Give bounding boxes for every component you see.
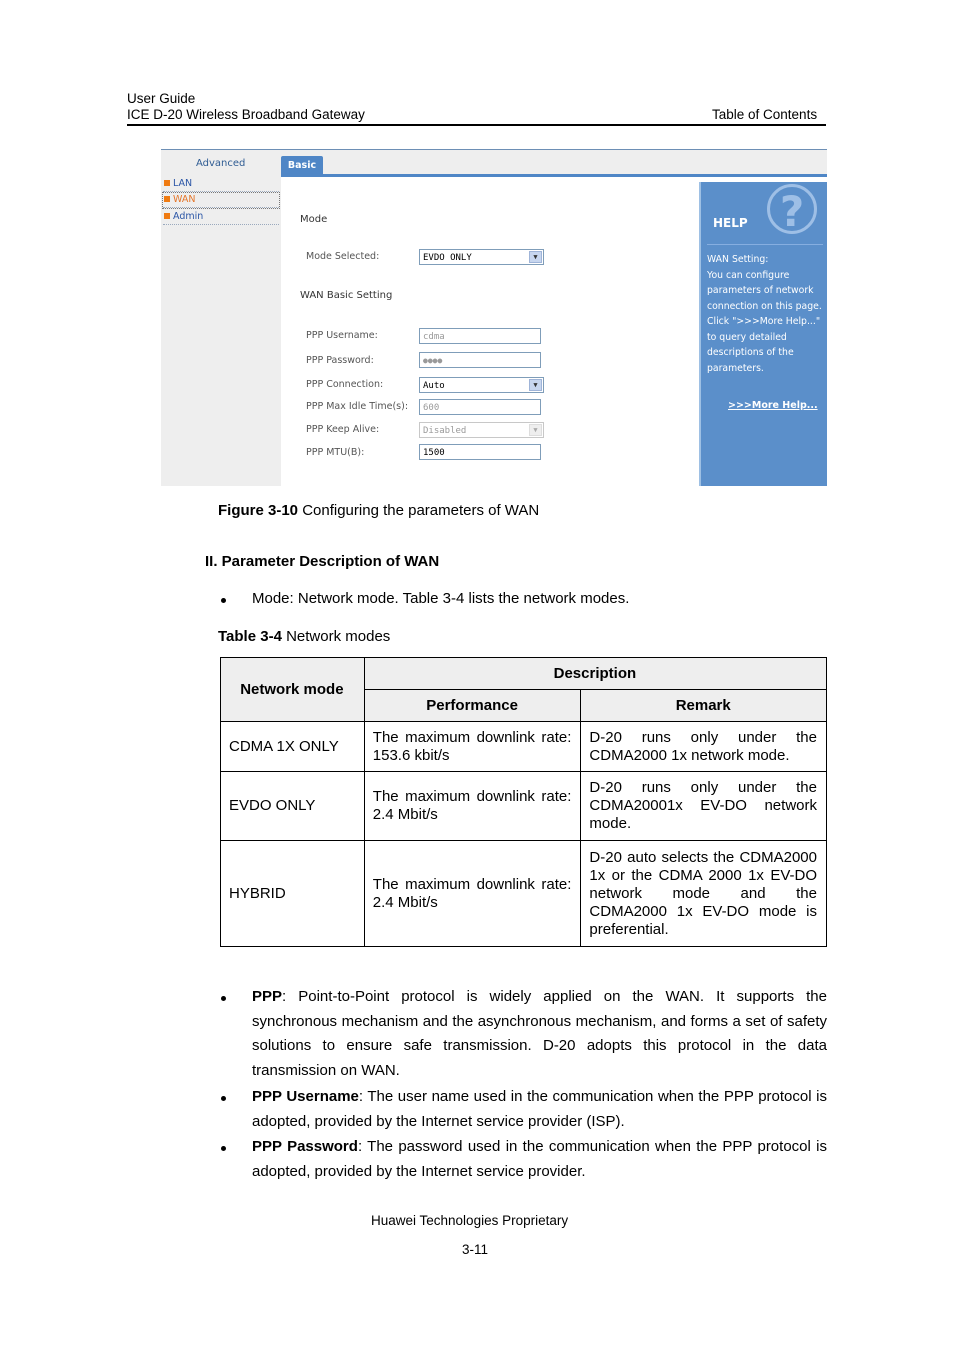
ppp-idle-label: PPP Max Idle Time(s): (306, 401, 409, 412)
chevron-down-icon: ▼ (529, 251, 542, 263)
header-section: Table of Contents (712, 107, 818, 122)
question-mark-icon: ? (767, 184, 817, 234)
ppp-username-label: PPP Username: (306, 330, 378, 341)
sidebar-item-label: WAN (173, 194, 196, 205)
cell-remark: D-20 runs only under the CDMA2000 1x network mode. (581, 722, 827, 772)
sidebar-item-admin[interactable] (163, 210, 279, 225)
table-row (221, 841, 827, 947)
table-row (221, 772, 827, 841)
ppp-idle-input[interactable]: 600 (419, 399, 541, 415)
sidebar-item-wan[interactable] (163, 193, 279, 208)
header-rule (127, 124, 826, 126)
ppp-connection-select[interactable]: Auto ▼ (419, 377, 544, 393)
network-modes-table (220, 657, 827, 947)
figure-caption: Figure 3-10 Configuring the parameters of WAN (218, 502, 540, 519)
bullet-icon (221, 996, 226, 1001)
ppp-connection-label: PPP Connection: (306, 379, 384, 390)
chevron-down-icon: ▼ (529, 424, 542, 436)
section-mode-title: Mode (300, 214, 328, 225)
sidebar-item-label: Admin (173, 211, 204, 222)
more-help-link[interactable]: >>>More Help... (728, 400, 818, 411)
header-guide-title: User Guide (127, 91, 196, 106)
cell-mode: HYBRID (221, 841, 365, 947)
cell-mode: CDMA 1X ONLY (221, 722, 365, 772)
ppp-mtu-label: PPP MTU(B): (306, 447, 365, 458)
ppp-password-input[interactable]: ●●●● (419, 352, 541, 368)
cell-remark: D-20 auto selects the CDMA2000 1x or the CDMA 2000 1x EV-DO network mode and the CDMA2000 1x EV-DO mode is preferential. (581, 841, 827, 947)
bullet-icon (221, 598, 226, 603)
header-performance: Performance (364, 690, 581, 722)
ppp-username-input[interactable]: cdma (419, 328, 541, 344)
ppp-keepalive-label: PPP Keep Alive: (306, 424, 380, 435)
header-network-mode: Network mode (221, 658, 365, 722)
help-heading: WAN Setting: (707, 254, 769, 265)
tab-basic[interactable]: Basic (281, 156, 323, 177)
ppp-password-bullet-text: PPP Password: The password used in the communication when the PPP protocol is adopted, provided by the Internet service provider. (252, 1138, 827, 1180)
mode-selected-select[interactable]: EVDO ONLY ▼ (419, 249, 544, 265)
bullet-square-icon (164, 213, 170, 219)
bullet-icon (221, 1096, 226, 1101)
table-caption: Table 3-4 Network modes (218, 628, 391, 645)
help-panel (699, 182, 827, 486)
ppp-keepalive-select[interactable]: Disabled ▼ (419, 422, 544, 438)
chevron-down-icon: ▼ (529, 379, 542, 391)
help-text (707, 252, 825, 376)
cell-performance: The maximum downlink rate: 153.6 kbit/s (364, 722, 581, 772)
sidebar-item-lan[interactable] (163, 177, 279, 192)
cell-performance: The maximum downlink rate: 2.4 Mbit/s (364, 772, 581, 841)
sidebar (161, 150, 281, 486)
bullet-icon (221, 1146, 226, 1151)
bullet-square-icon (164, 180, 170, 186)
section-heading: II. Parameter Description of WAN (205, 553, 440, 570)
wan-settings-panel (281, 177, 699, 486)
cell-remark: D-20 runs only under the CDMA20001x EV-DO network mode. (581, 772, 827, 841)
ppp-username-bullet-text: PPP Username: The user name used in the communication when the PPP protocol is adopted, provided by the Internet service provider (ISP). (252, 1088, 827, 1130)
ppp-password-label: PPP Password: (306, 355, 374, 366)
ppp-bullet-text: PPP: Point-to-Point protocol is widely applied on the WAN. It supports the synchronous mechanism and the asynchronous mechanism, and forms a set of safety solutions to ensure safe transmission. D-20 adopts this protocol in the data transmission on WAN. (252, 988, 827, 1079)
tab-bar (281, 150, 827, 177)
mode-bullet-text: Mode: Network mode. Table 3-4 lists the network modes. (252, 590, 630, 607)
footer-company: Huawei Technologies Proprietary (371, 1213, 569, 1228)
help-description: You can configure parameters of network connection on this page. Click ">>>More Help..." to query detailed descriptions of the parameters. (707, 269, 822, 374)
section-wan-basic-title: WAN Basic Setting (300, 290, 393, 301)
sidebar-title: Advanced (196, 158, 246, 169)
help-title: HELP (713, 216, 748, 230)
cell-performance: The maximum downlink rate: 2.4 Mbit/s (364, 841, 581, 947)
header-remark: Remark (581, 690, 827, 722)
wan-config-screenshot (161, 149, 827, 486)
bullet-square-icon (164, 196, 170, 202)
header-description: Description (364, 658, 826, 690)
mode-selected-label: Mode Selected: (306, 251, 380, 262)
cell-mode: EVDO ONLY (221, 772, 365, 841)
table-row (221, 722, 827, 772)
header-product-name: ICE D-20 Wireless Broadband Gateway (127, 107, 365, 122)
sidebar-item-label: LAN (173, 178, 193, 189)
footer-page-number: 3-11 (462, 1242, 489, 1257)
ppp-mtu-input[interactable]: 1500 (419, 444, 541, 460)
